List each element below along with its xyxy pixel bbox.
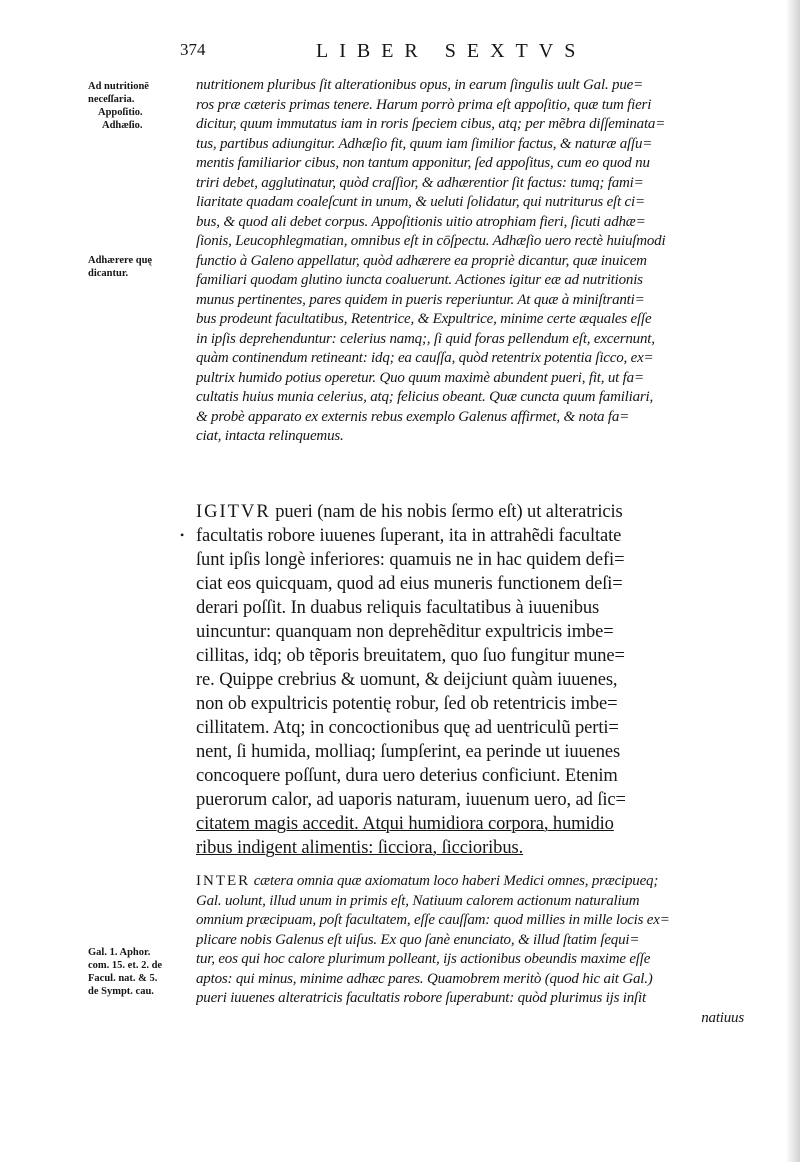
margin-note-references: Gal. 1. Aphor. com. 15. et. 2. de Facul. nat. & 5. de Sympt. cau.: [88, 947, 163, 997]
main-text-paragraph: [196, 500, 744, 860]
text-line: mentis familiarior cibus, non tantum apponitur, ſed appoſitus, cum eo quod nu: [196, 155, 650, 171]
page-number: 374: [180, 40, 206, 59]
text-line: plicare nobis Galenus eſt uiſus. Ex quo ſanè enunciato, & illud ſtatim ſequi=: [196, 931, 640, 948]
text-line: bus prodeunt facultatibus, Retentrice, & Expultrice, minime certe æquales eſſe: [196, 311, 652, 327]
text-line: ciat, intacta relinquemus.: [196, 428, 344, 444]
opening-word: IGITVR: [196, 502, 271, 522]
text-line: liaritate quadam coaleſcunt in unum, & ueluti ſolidatur, qui nutriturus eſt ci=: [196, 194, 645, 210]
text-line: quàm continendum retineant: idq; ea cauſſa, quòd retentrix potentia ſicco, ex=: [196, 350, 654, 366]
commentary-paragraph-2: [196, 872, 744, 1028]
bullet-mark: •: [180, 528, 185, 542]
text-line: tus, partibus adiungitur. Adhæſio fit, quum iam ſimilior factus, & naturæ aſſu=: [196, 135, 653, 152]
text-line: ſunt ipſis longè inferiores: quamuis ne in hac quidem defi=: [196, 550, 625, 570]
text-line: functio à Galeno appellatur, quòd adhærere ea propriè dicantur, quæ inuicem: [196, 252, 647, 269]
text-line-underlined: ribus indigent alimentis: ſicciora, ſiccioribus.: [196, 838, 524, 858]
text-line: INTER cætera omnia quæ axiomatum loco haberi Medici omnes, præcipueq;: [196, 873, 659, 889]
text-line: puerorum calor, ad uaporis naturam, iuuenum uero, ad ſic=: [196, 790, 626, 810]
text-line: Gal. uolunt, illud unum in primis eſt, Natiuum calorem actionum naturalium: [196, 892, 640, 909]
text-line: derari poſſit. In duabus reliquis facultatibus à iuuenibus: [196, 598, 600, 618]
text-line: ros præ cæteris primas tenere. Harum porrò prima eſt appoſitio, quæ tum fieri: [196, 96, 652, 113]
text-line: cillitatem. Atq; in concoctionibus quę ad uentriculũ perti=: [196, 718, 619, 738]
text-line: facultatis robore iuuenes ſuperant, ita in attrahẽdi facultate: [196, 526, 622, 546]
text-line: pueri iuuenes alteratricis facultatis robore ſuperabunt: quòd plurimus ijs inſit: [196, 990, 646, 1006]
text-line: nutritionem pluribus ſit alterationibus opus, in earum ſingulis uult Gal. pue=: [196, 77, 644, 93]
catchword: natiuus: [701, 1009, 744, 1026]
text-line: aptos: qui minus, minime adhæc pares. Quamobrem meritò (quod hic ait Gal.): [196, 970, 653, 987]
margin-note-nutrition: Ad nutritionē neceſſaria. Appoſitio. Adhæſio.: [88, 81, 149, 131]
text-line: IGITVR pueri (nam de his nobis ſermo eſt) ut alteratricis: [196, 502, 623, 522]
text-line: omnium præcipuam, poſt facultatem, eſſe cauſſam: quod millies in mille locis ex=: [196, 912, 670, 928]
text-line: munus pertinentes, pares quidem in pueris reperiuntur. At quæ à miniſtranti=: [196, 291, 645, 308]
text-line: pultrix humido potius operetur. Quo quum maximè abundent pueri, fit, ut fa=: [196, 369, 644, 386]
running-head: LIBER SEXTVS: [316, 40, 587, 62]
text-line: triri debet, agglutinatur, quòd craſſior, & adhærentior ſit factus: tumq; fami=: [196, 174, 644, 191]
text-line: nent, ſi humida, molliaq; ſumpſerint, ea perinde ut iuuenes: [196, 742, 621, 762]
text-line: uincuntur: quanquam non deprehẽditur expultricis imbe=: [196, 622, 614, 642]
text-line: non ob expultricis potentię robur, ſed ob retentricis imbe=: [196, 694, 618, 714]
margin-note-adhaerere: Adhærere quę dicantur.: [88, 255, 153, 279]
text-line: re. Quippe crebrius & uomunt, & deijciunt quàm iuuenes,: [196, 670, 618, 690]
text-line-underlined: citatem magis accedit. Atqui humidiora corpora, humidio: [196, 814, 614, 834]
text-line: cillitas, idq; ob tẽporis breuitatem, quo ſuo fungitur mune=: [196, 646, 625, 666]
text-line: ciat eos quicquam, quod ad eius muneris functionem deſi=: [196, 574, 623, 594]
text-line: in ipſis deprehenduntur: celerius namq;, ſi quid foras pellendum eſt, excernunt,: [196, 330, 655, 347]
commentary-paragraph-1: [196, 76, 744, 447]
page-shadow: [786, 0, 800, 1162]
text-line: familiari quodam glutino iuncta coaluerunt. Actiones igitur eæ ad nutritionis: [196, 272, 643, 288]
text-line: concoquere poſſunt, dura uero deterius conficiunt. Etenim: [196, 766, 618, 786]
opening-word: INTER: [196, 873, 251, 889]
text-line: bus, & quod ali debet corpus. Appoſitionis uitio atrophiam fieri, ſicuti adhæ=: [196, 213, 646, 230]
text-line: ſionis, Leucophlegmatian, omnibus eſt in cōſpectu. Adhæſio uero rectè huiuſmodi: [196, 233, 666, 249]
text-line: cultatis huius munia celerius, atq; felicius obeant. Quæ cuncta quum familiari,: [196, 389, 654, 405]
text-line: & probè apparato ex externis rebus exemplo Galenus affirmet, & nota fa=: [196, 408, 630, 425]
text-line: dicitur, quum immutatus iam in roris ſpeciem cibus, atq; per mẽbra diſſeminata=: [196, 116, 666, 132]
page-header: [180, 40, 620, 70]
text-line: tur, eos qui hoc calore plurimum polleant, ijs actionibus obeundis maxime eſſe: [196, 951, 651, 967]
